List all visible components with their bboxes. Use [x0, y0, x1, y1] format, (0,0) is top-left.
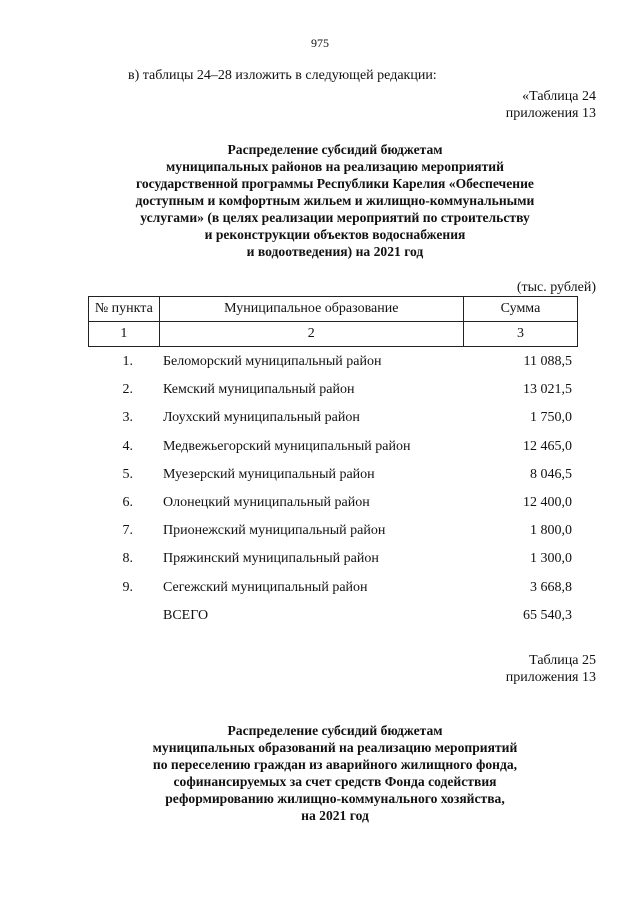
header-col-number: 2 — [159, 322, 463, 347]
row-municipality: Медвежьегорский муниципальный район — [163, 438, 411, 454]
header-item-number: № пункта — [89, 297, 160, 322]
table25-caption-line2: приложения 13 — [505, 670, 596, 685]
table-row — [88, 495, 578, 523]
row-number: 1. — [122, 354, 133, 369]
header-col-number: 1 — [89, 322, 160, 347]
units-label: (тыс. рублей) — [516, 280, 596, 295]
row-sum: 1 300,0 — [530, 551, 572, 567]
row-sum: 13 021,5 — [523, 382, 572, 398]
header-col-number: 3 — [463, 322, 577, 347]
row-municipality: Кемский муниципальный район — [163, 382, 355, 398]
row-number: 5. — [122, 466, 133, 482]
table24-body — [88, 354, 578, 636]
table25-title-line: софинансируемых за счет средств Фонда содействия — [173, 774, 497, 789]
row-municipality: Прионежский муниципальный район — [163, 523, 386, 539]
table24-caption — [506, 88, 596, 122]
row-municipality: Сегежский муниципальный район — [163, 579, 368, 595]
table24-title-line: и водоотведения) на 2021 год — [246, 244, 424, 259]
table-row — [88, 580, 578, 608]
row-number: 6. — [122, 494, 133, 510]
row-municipality: Олонецкий муниципальный район — [163, 494, 370, 510]
table-row — [88, 354, 578, 382]
table-row — [88, 410, 578, 438]
intro-text: в) таблицы 24–28 изложить в следующей редакции: — [128, 68, 437, 83]
table25-title-line: Распределение субсидий бюджетам — [227, 723, 443, 738]
table-row-total — [88, 608, 578, 636]
row-sum: 1 800,0 — [530, 523, 572, 539]
row-sum: 12 465,0 — [523, 438, 572, 454]
table24-title-line: услугами» (в целях реализации мероприятий по строительству — [140, 210, 530, 225]
row-number: 2. — [122, 382, 133, 398]
row-sum: 3 668,8 — [530, 579, 572, 595]
row-number: 8. — [122, 551, 133, 567]
table25-title-line: муниципальных образований на реализацию мероприятий — [152, 740, 518, 755]
table-row — [88, 382, 578, 410]
row-sum: 8 046,5 — [530, 466, 572, 482]
table24-title-line: государственной программы Республики Карелия «Обеспечение — [136, 176, 534, 191]
table25-title — [60, 722, 610, 824]
table25-caption — [506, 652, 596, 686]
table24-title — [60, 141, 610, 260]
table24-caption-line1: «Таблица 24 — [522, 89, 596, 104]
row-municipality: Лоухский муниципальный район — [163, 410, 360, 426]
table24-header — [88, 296, 578, 347]
table25-caption-line1: Таблица 25 — [529, 653, 596, 668]
row-municipality: Беломорский муниципальный район — [163, 354, 382, 369]
table25-title-line: на 2021 год — [301, 808, 369, 823]
row-number: 4. — [122, 438, 133, 454]
table24-title-line: и реконструкции объектов водоснабжения — [204, 227, 466, 242]
row-sum: 11 088,5 — [523, 354, 572, 369]
row-municipality: Муезерский муниципальный район — [163, 466, 375, 482]
table24-title-line: доступным и комфортным жильем и жилищно-коммунальными — [135, 193, 535, 208]
row-number: 9. — [122, 579, 133, 595]
page-number: 975 — [311, 36, 329, 50]
total-label: ВСЕГО — [163, 607, 209, 623]
row-sum: 1 750,0 — [530, 410, 572, 426]
row-number: 3. — [122, 410, 133, 426]
header-sum: Сумма — [463, 297, 577, 322]
table24-caption-line2: приложения 13 — [505, 106, 596, 121]
header-municipality: Муниципальное образование — [159, 297, 463, 322]
table-row — [88, 551, 578, 579]
table-row — [88, 467, 578, 495]
table25-title-line: реформированию жилищно-коммунального хозяйства, — [165, 791, 505, 806]
row-sum: 12 400,0 — [523, 494, 572, 510]
table24-title-line: Распределение субсидий бюджетам — [227, 142, 443, 157]
table25-title-line: по переселению граждан из аварийного жилищного фонда, — [152, 757, 518, 772]
row-number: 7. — [122, 523, 133, 539]
total-sum: 65 540,3 — [523, 607, 572, 623]
table-row — [88, 439, 578, 467]
table24-title-line: муниципальных районов на реализацию мероприятий — [166, 159, 504, 174]
row-municipality: Пряжинский муниципальный район — [163, 551, 379, 567]
table-row — [88, 523, 578, 551]
